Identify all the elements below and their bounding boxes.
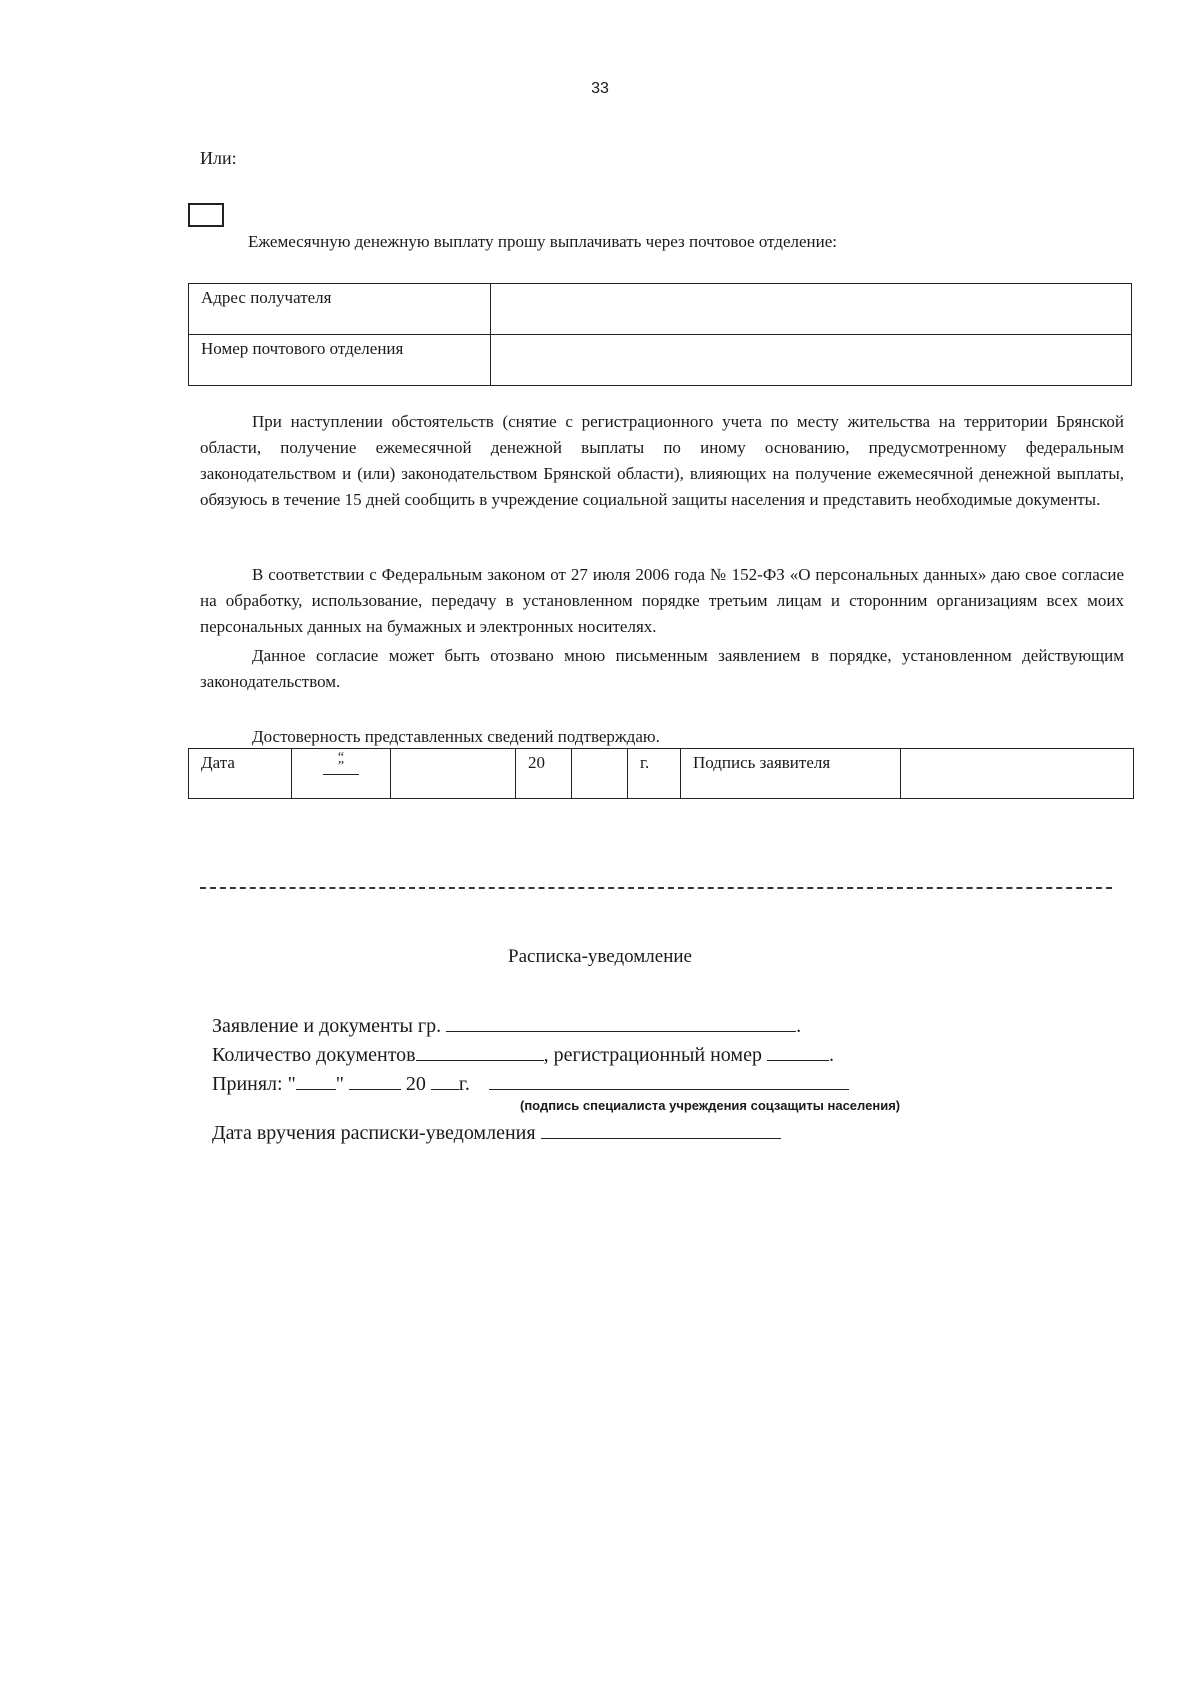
specialist-signature-field[interactable]	[489, 1071, 849, 1090]
documents-count-field[interactable]	[416, 1042, 544, 1061]
documents-count-label: Количество документов	[212, 1044, 416, 1066]
receipt-delivery-date-line	[212, 1120, 781, 1145]
documents-line-end: .	[828, 1044, 834, 1066]
confirmation-text: Достоверность представленных сведений подтверждаю.	[252, 727, 660, 746]
accepted-label: Принял: "	[212, 1073, 296, 1095]
recipient-address-label: Адрес получателя	[189, 284, 491, 335]
year-suffix: г.	[628, 749, 681, 799]
year-field[interactable]	[572, 749, 628, 799]
applicant-name-field[interactable]	[446, 1013, 796, 1032]
specialist-signature-caption: (подпись специалиста учреждения соцзащиты населения)	[520, 1098, 901, 1113]
registration-number-field[interactable]	[767, 1042, 829, 1061]
delivery-date-field[interactable]	[541, 1120, 781, 1139]
post-office-number-label: Номер почтового отделения	[189, 335, 491, 386]
obligation-text: При наступлении обстоятельств (снятие с регистрационного учета по месту жительства на территории Брянской области, получение ежемесячной денежной выплаты по иному основанию, предусмотренному федеральным законодательством и (или) законодательством Брянской области), влияющих на получение ежемесячной денежной выплаты, обязуюсь в течение 15 дней сообщить в учреждение социальной защиты населения и представить необходимые документы.	[200, 412, 1124, 509]
revoke-text: Данное согласие может быть отозвано мною письменным заявлением в порядке, установленном действующим законодательством.	[200, 646, 1124, 691]
day-field[interactable]	[292, 749, 391, 799]
applicant-label: Заявление и документы гр.	[212, 1015, 442, 1037]
table-row	[189, 749, 1134, 799]
receipt-documents-line	[212, 1042, 834, 1067]
or-label: Или:	[200, 148, 237, 168]
page-number: 33	[591, 80, 609, 97]
signature-field[interactable]	[901, 749, 1134, 799]
accepted-month-field[interactable]	[349, 1071, 401, 1090]
quote-marks: “ ”	[337, 750, 389, 774]
accepted-quote-close: "	[335, 1073, 344, 1095]
obligation-paragraph	[200, 409, 1124, 513]
post-office-checkbox[interactable]	[188, 203, 224, 227]
signature-table	[188, 748, 1134, 799]
accepted-year-suffix: г.	[458, 1073, 470, 1095]
table-row	[189, 335, 1132, 386]
registration-number-label: , регистрационный номер	[543, 1044, 762, 1066]
accepted-day-field[interactable]	[296, 1071, 336, 1090]
post-option-text: Ежемесячную денежную выплату прошу выплачивать через почтовое отделение:	[248, 232, 837, 251]
accepted-year-prefix: 20	[405, 1073, 426, 1095]
date-label: Дата	[189, 749, 292, 799]
consent-paragraph	[200, 562, 1124, 640]
receipt-title: Расписка-уведомление	[508, 946, 692, 967]
receipt-accepted-line	[212, 1071, 849, 1096]
signature-label: Подпись заявителя	[681, 749, 901, 799]
revoke-paragraph	[200, 643, 1124, 695]
year-prefix: 20	[516, 749, 572, 799]
post-office-number-field[interactable]	[491, 335, 1132, 386]
accepted-year-field[interactable]	[431, 1071, 459, 1090]
applicant-line-end: .	[796, 1015, 802, 1037]
receipt-applicant-line	[212, 1013, 801, 1038]
month-field[interactable]	[391, 749, 516, 799]
table-row	[189, 284, 1132, 335]
delivery-date-label: Дата вручения расписки-уведомления	[212, 1122, 536, 1144]
consent-text: В соответствии с Федеральным законом от 27 июля 2006 года № 152-ФЗ «О персональных данных» даю свое согласие на обработку, использование, передачу в установленном порядке третьим лицам и сторонним организациям всех моих персональных данных на бумажных и электронных носителях.	[200, 565, 1124, 636]
recipient-address-field[interactable]	[491, 284, 1132, 335]
post-office-table	[188, 283, 1132, 386]
cut-line-divider	[200, 887, 1112, 889]
